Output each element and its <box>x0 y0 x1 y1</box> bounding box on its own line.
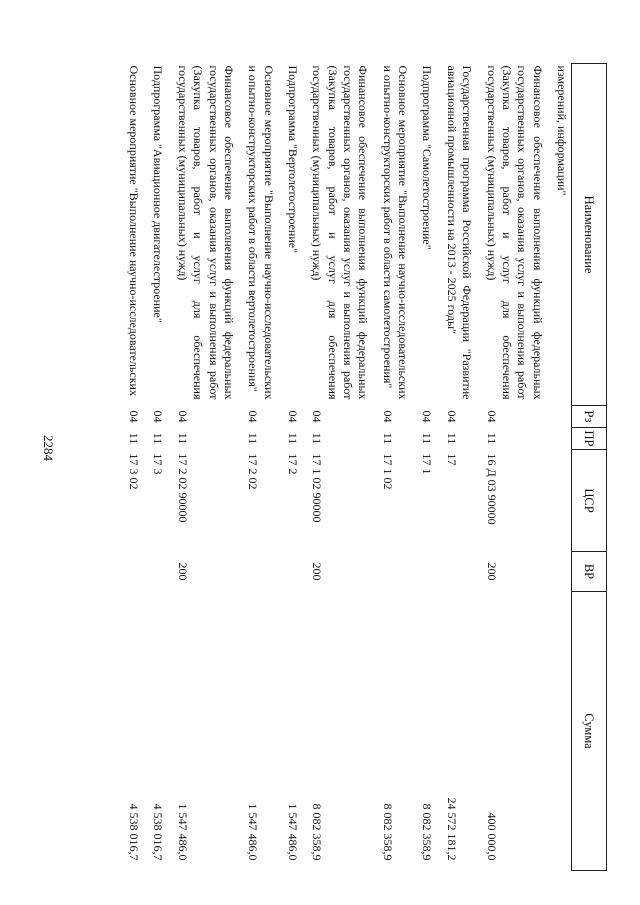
row-csr: 17 3 02 <box>127 453 142 490</box>
row-rz: 04 <box>285 410 300 423</box>
row-csr: 17 2 02 <box>246 453 261 490</box>
table-row <box>145 64 169 871</box>
row-vr: 200 <box>484 562 499 581</box>
row-name: Подпрограмма "Вертолетостроение" <box>285 65 300 253</box>
col-header-rz: Рз <box>572 406 607 428</box>
row-sum: 8 082 358,9 <box>420 803 435 861</box>
table-header <box>572 64 607 871</box>
table-row <box>549 64 572 871</box>
row-rz: 04 <box>484 410 499 423</box>
row-name: Государственная программа Российской Федерации "Развитие авиационной промышленности на 2013 - 2025 годы" <box>444 65 475 400</box>
table-row <box>169 64 239 871</box>
row-vr <box>374 552 414 592</box>
row-csr: 17 1 02 90000 <box>310 453 325 523</box>
row-pr: 11 <box>246 432 261 445</box>
row-csr: 17 1 02 <box>380 453 395 490</box>
row-pr: 11 <box>127 432 142 445</box>
row-csr: 16 Д 03 90000 <box>484 453 499 525</box>
rotated-table-area <box>60 63 607 870</box>
row-vr <box>438 552 478 592</box>
row-vr <box>121 552 145 592</box>
row-sum: 24 572 181,2 <box>444 797 459 861</box>
row-sum <box>549 592 572 871</box>
row-csr: 17 1 <box>420 453 435 475</box>
row-sum: 8 082 358,9 <box>310 803 325 861</box>
table-row <box>414 64 438 871</box>
row-pr: 11 <box>175 432 190 445</box>
table-row <box>240 64 280 871</box>
row-rz <box>549 406 572 428</box>
row-pr: 11 <box>444 432 459 445</box>
row-pr: 11 <box>285 432 300 445</box>
table-row <box>438 64 478 871</box>
table-row <box>304 64 374 871</box>
row-pr <box>549 428 572 450</box>
row-sum: 1 547 486,0 <box>246 803 261 861</box>
row-sum: 1 547 486,0 <box>285 803 300 861</box>
row-sum: 4 538 016,7 <box>151 803 166 861</box>
row-name: Финансовое обеспечение выполнения функций федеральных государственных органов, оказания услуг и выполнения работ (Закупка товаров, работ и услуг для обеспечения государственных (муниципальных) нужд) <box>484 65 545 400</box>
row-pr: 11 <box>420 432 435 445</box>
row-rz: 04 <box>175 410 190 423</box>
row-vr: 200 <box>310 562 325 581</box>
table-row <box>478 64 548 871</box>
budget-table <box>121 63 607 871</box>
row-pr: 11 <box>310 432 325 445</box>
row-csr: 17 <box>444 453 459 466</box>
row-vr <box>240 552 280 592</box>
col-header-sum: Сумма <box>572 592 607 871</box>
row-pr: 11 <box>484 432 499 445</box>
table-row <box>280 64 304 871</box>
row-name: измерений, информации" <box>555 65 569 196</box>
row-rz: 04 <box>380 410 395 423</box>
row-name: Финансовое обеспечение выполнения функций федеральных государственных органов, оказания услуг и выполнения работ (Закупка товаров, работ и услуг для обеспечения государственных (муниципальных) нужд) <box>310 65 371 400</box>
row-rz: 04 <box>127 410 142 423</box>
row-name: Основное мероприятие "Выполнение научно-исследовательских и опытно-конструкторских работ в области вертолетостроения" <box>246 65 276 400</box>
col-header-name: Наименование <box>572 64 607 406</box>
page-number: 2284 <box>41 435 56 461</box>
table-row <box>374 64 414 871</box>
row-rz: 04 <box>420 410 435 423</box>
row-name: Основное мероприятие "Выполнение научно-исследовательских и опытно-конструкторских работ в области самолетостроения" <box>380 65 411 400</box>
header-row <box>572 64 607 871</box>
row-sum: 8 082 358,9 <box>380 803 395 861</box>
row-csr: 17 2 <box>285 453 300 475</box>
row-csr: 17 2 02 90000 <box>175 453 190 523</box>
col-header-vr: ВР <box>572 552 607 592</box>
row-csr: 17 3 <box>151 453 166 475</box>
row-vr <box>414 552 438 592</box>
row-name: Подпрограмма "Самолетостроение" <box>420 65 435 250</box>
row-sum: 1 547 486,0 <box>175 803 190 861</box>
row-name: Финансовое обеспечение выполнения функций федеральных государственных органов, оказания услуг и выполнения работ (Закупка товаров, работ и услуг для обеспечения государственных (муниципальных) нужд) <box>175 65 236 400</box>
row-name: Основное мероприятие "Выполнение научно-исследовательских <box>127 65 142 396</box>
row-rz: 04 <box>444 410 459 423</box>
row-sum: 4 538 016,7 <box>127 803 142 861</box>
row-name: Подпрограмма "Авиационное двигателестроение" <box>151 65 166 323</box>
row-rz: 04 <box>246 410 261 423</box>
row-vr <box>549 552 572 592</box>
row-sum: 400 000,0 <box>484 812 499 861</box>
row-rz: 04 <box>151 410 166 423</box>
row-vr: 200 <box>175 562 190 581</box>
row-vr <box>145 552 169 592</box>
row-rz: 04 <box>310 410 325 423</box>
table-row <box>121 64 145 871</box>
row-pr: 11 <box>380 432 395 445</box>
table-container <box>60 63 607 870</box>
row-csr <box>549 450 572 552</box>
col-header-pr: ПР <box>572 428 607 450</box>
row-vr <box>280 552 304 592</box>
table-body <box>121 64 572 871</box>
col-header-csr: ЦСР <box>572 450 607 552</box>
row-pr: 11 <box>151 432 166 445</box>
